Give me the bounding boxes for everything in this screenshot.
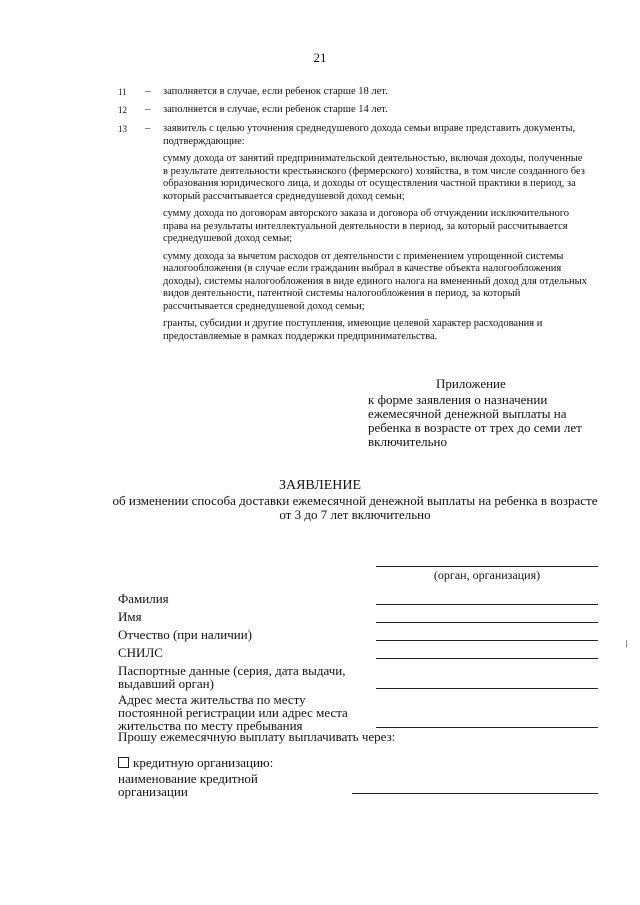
request-text: Прошу ежемесячную выплату выплачивать через: [118, 729, 396, 744]
document-title: ЗАЯВЛЕНИЕ [278, 478, 362, 493]
bank-name-field[interactable] [352, 793, 598, 794]
bank-name-label: наименование кредитной организации [118, 771, 258, 799]
name-label: Имя [118, 609, 142, 624]
surname-field[interactable] [376, 604, 598, 605]
checkbox-credit-org[interactable] [118, 757, 129, 768]
patronymic-label: Отчество (при наличии) [118, 627, 253, 642]
footnote-text: заявитель с целью уточнения среднедушевого дохода семьи вправе представить документы, подтверждающие: [163, 123, 576, 147]
footnote-item: сумму дохода от занятий предпринимательской деятельностью, включая доходы, полученные в результате деятельности крестьянского (фермерского) хозяйства, в том числе созданного без образования юридического лица, и доходы от осуществления частной практики в период, за который рассчитывается среднедушевой доход семьи; [163, 153, 585, 202]
footnote-text: заполняется в случае, если ребенок старше 14 лет. [163, 104, 388, 115]
passport-field[interactable] [376, 688, 598, 689]
footnote-11 [118, 86, 588, 99]
credit-org-label: кредитную организацию: [133, 755, 274, 770]
appendix-block [368, 377, 598, 449]
patronymic-field[interactable] [376, 640, 598, 641]
appendix-body: к форме заявления о назначении ежемесячной денежной выплаты на ребенка в возрасте от трех до семи лет включительно [368, 392, 582, 449]
snils-field[interactable] [376, 658, 598, 659]
surname-label: Фамилия [118, 591, 169, 606]
footnote-marker: 11 [118, 87, 127, 97]
credit-org-option[interactable] [118, 756, 273, 769]
address-field[interactable] [376, 727, 598, 728]
footnote-13 [118, 123, 588, 343]
appendix-heading: Приложение [436, 376, 506, 391]
footnote-12 [118, 104, 588, 117]
footnote-dash: – [145, 104, 151, 115]
scan-mark [626, 640, 627, 647]
footnote-text: заполняется в случае, если ребенок старше 18 лет. [163, 86, 388, 97]
footnote-marker: 13 [118, 124, 127, 134]
footnote-marker: 12 [118, 105, 127, 115]
name-field[interactable] [376, 622, 598, 623]
passport-label: Паспортные данные (серия, дата выдачи, выдавший орган) [118, 663, 346, 691]
organ-caption: (орган, организация) [433, 568, 541, 582]
address-label: Адрес места жительства по месту постоянной регистрации или адрес места жительства по месту пребывания [118, 692, 348, 733]
footnote-dash: – [145, 123, 151, 134]
footnote-item: сумму дохода за вычетом расходов от деятельности с применением упрощенной системы налогообложения (в случае если гражданин выбрал в качестве объекта налогообложения доходы), системы налогообложения в виде единого налога на вмененный доход для отдельных видов деятельности, патентной системы налогообложения в период, за который рассчитывается среднедушевой доход семьи; [163, 250, 587, 312]
document-subtitle: об изменении способа доставки ежемесячной денежной выплаты на ребенка в возрасте от 3 до 7 лет включительно [112, 493, 598, 522]
footnote-item: гранты, субсидии и другие поступления, имеющие целевой характер расходования и предоставляемые в рамках поддержки предпринимательства. [163, 318, 543, 342]
snils-label: СНИЛС [118, 645, 163, 660]
footnote-item: сумму дохода по договорам авторского заказа и договора об отчуждении исключительного права на результаты интеллектуальной деятельности в период, за который рассчитывается среднедушевой доход семьи; [163, 208, 570, 244]
footnote-dash: – [145, 86, 151, 97]
page-number: 21 [313, 50, 327, 65]
organ-input-line[interactable] [376, 566, 598, 567]
